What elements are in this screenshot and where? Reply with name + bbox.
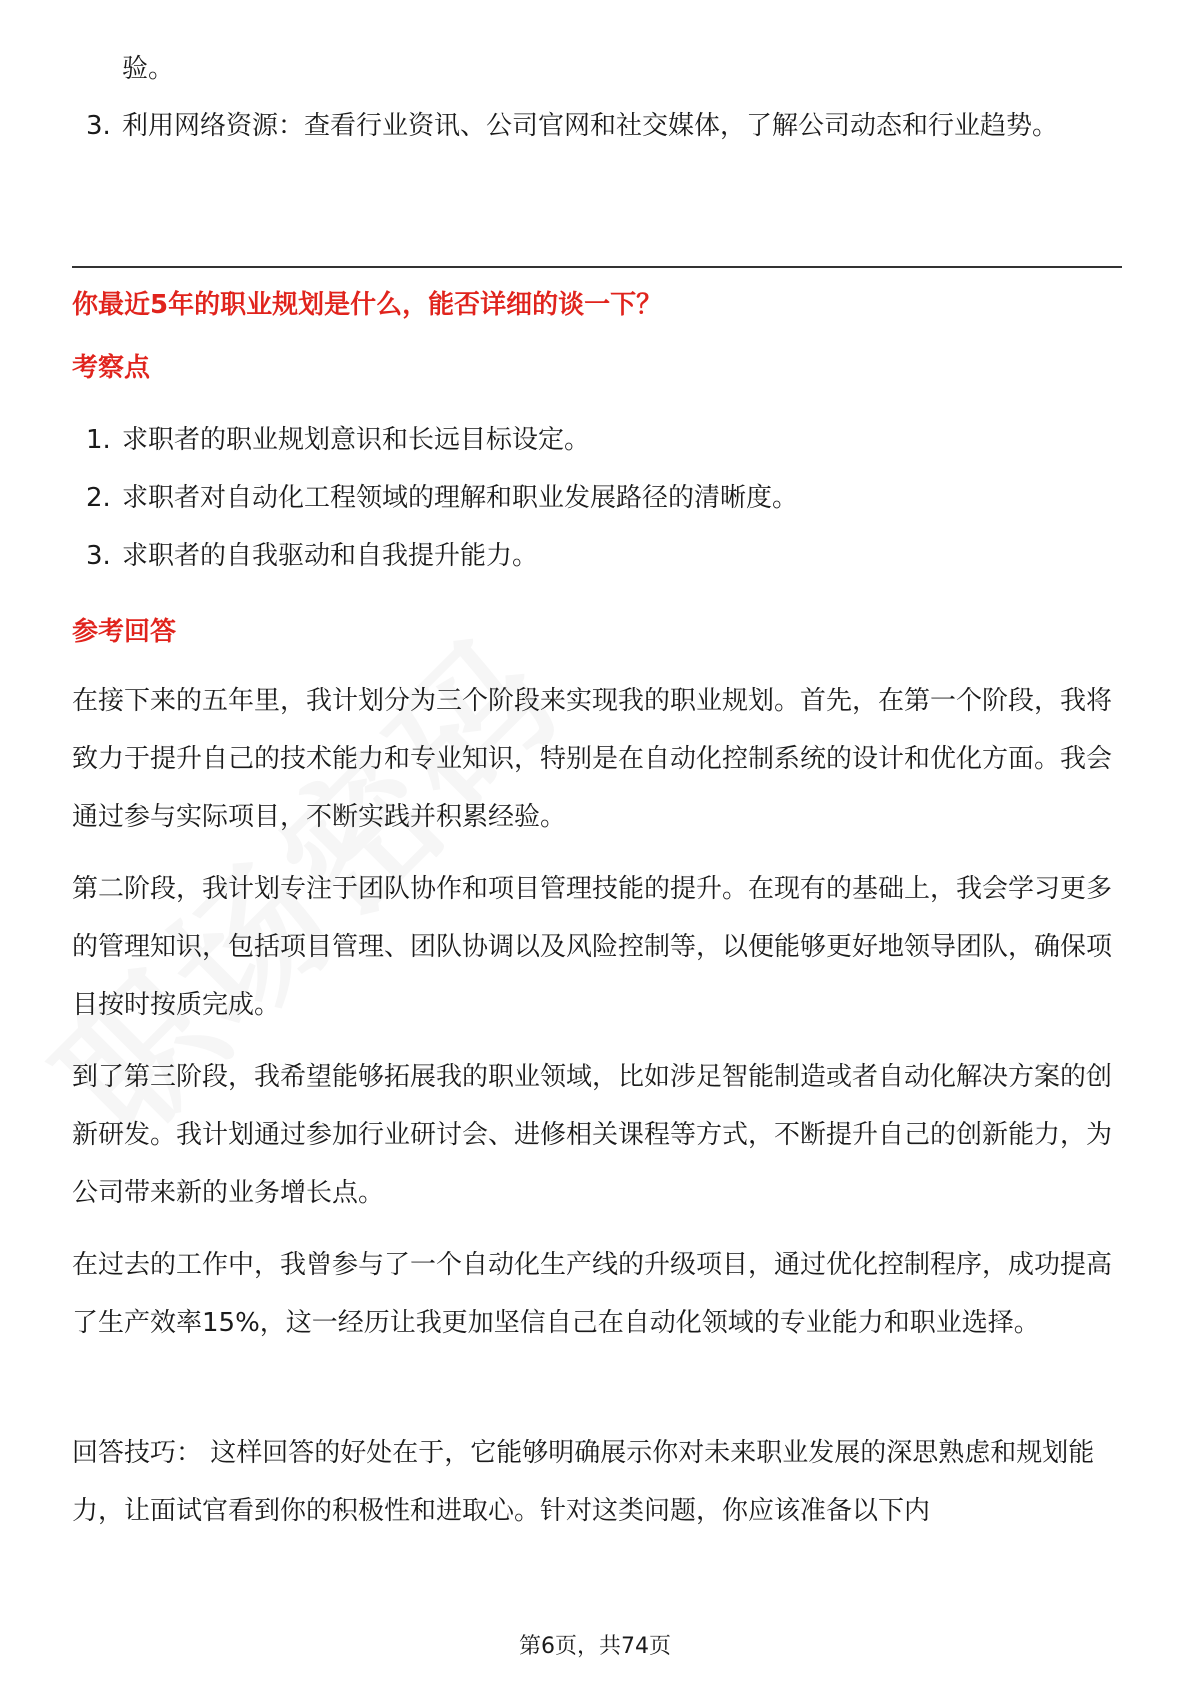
list-number: 1. — [86, 425, 111, 455]
page-number-footer: 第6页，共74页 — [519, 1634, 671, 1659]
answer-paragraph: 在过去的工作中，我曾参与了一个自动化生产线的升级项目，通过优化控制程序，成功提高了生产效率15%，这一经历让我更加坚信自己在自动化领域的专业能力和职业选择。 — [72, 1250, 1113, 1338]
list-item — [72, 97, 1122, 155]
list-number: 3. — [86, 541, 111, 571]
list-item-text: 利用网络资源：查看行业资讯、公司官网和社交媒体，了解公司动态和行业趋势。 — [122, 111, 1059, 141]
list-number: 2. — [86, 483, 111, 513]
list-number: 3. — [86, 111, 111, 141]
question-title: 你最近5年的职业规划是什么，能否详细的谈一下？ — [72, 290, 663, 320]
answer-tips-paragraph: 回答技巧： 这样回答的好处在于，它能够明确展示你对未来职业发展的深思熟虑和规划能力，让面试官看到你的积极性和进取心。针对这类问题，你应该准备以下内 — [72, 1438, 1095, 1526]
answer-paragraph: 在接下来的五年里，我计划分为三个阶段来实现我的职业规划。首先，在第一个阶段，我将致力于提升自己的技术能力和专业知识，特别是在自动化控制系统的设计和优化方面。我会通过参与实际项目，不断实践并积累经验。 — [72, 686, 1113, 832]
answer-heading: 参考回答 — [72, 617, 177, 647]
answer-paragraph: 到了第三阶段，我希望能够拓展我的职业领域，比如涉足智能制造或者自动化解决方案的创新研发。我计划通过参加行业研讨会、进修相关课程等方式，不断提升自己的创新能力，为公司带来新的业务增长点。 — [72, 1062, 1113, 1208]
kaochadian-list — [72, 411, 1122, 585]
top-list — [72, 97, 1122, 155]
answer-paragraph: 第二阶段，我计划专注于团队协作和项目管理技能的提升。在现有的基础上，我会学习更多的管理知识，包括项目管理、团队协调以及风险控制等，以便能够更好地领导团队，确保项目按时按质完成。 — [72, 874, 1113, 1020]
continuation-text: 验。 — [122, 54, 175, 84]
list-item-text: 求职者的自我驱动和自我提升能力。 — [122, 541, 539, 571]
section-divider — [72, 266, 1122, 268]
list-item — [72, 469, 1122, 527]
kaochadian-heading: 考察点 — [72, 353, 151, 383]
list-item-text: 求职者对自动化工程领域的理解和职业发展路径的清晰度。 — [122, 483, 799, 513]
list-item — [72, 527, 1122, 585]
list-item-text: 求职者的职业规划意识和长远目标设定。 — [122, 425, 591, 455]
list-item — [72, 411, 1122, 469]
